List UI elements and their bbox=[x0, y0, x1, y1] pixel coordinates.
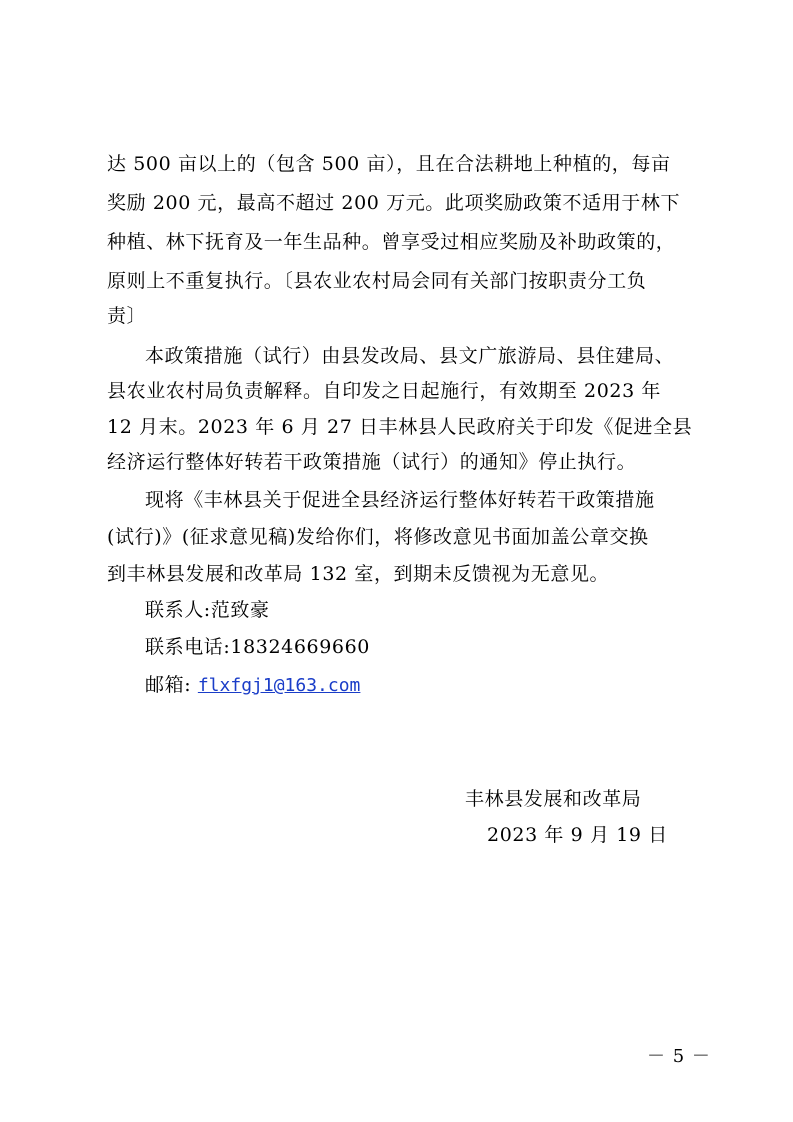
body-line-4: 原则上不重复执行。〔县农业农村局会同有关部门按职责分工负 bbox=[107, 270, 647, 292]
body-line-5: 责〕 bbox=[107, 305, 147, 327]
contact-person: 联系人:范致豪 bbox=[145, 599, 270, 621]
body-line-12: 到丰林县发展和改革局 132 室，到期未反馈视为无意见。 bbox=[107, 563, 610, 585]
email-label: 邮箱: bbox=[145, 674, 198, 696]
contact-email bbox=[145, 673, 360, 698]
issuer-name: 丰林县发展和改革局 bbox=[465, 788, 642, 810]
body-line-11: (试行)》(征求意见稿)发给你们，将修改意见书面加盖公章交换 bbox=[107, 526, 649, 548]
body-line-9: 经济运行整体好转若干政策措施（试行）的通知》停止执行。 bbox=[107, 451, 637, 473]
issue-date: 2023 年 9 月 19 日 bbox=[487, 824, 668, 846]
body-line-1: 达 500 亩以上的（包含 500 亩），且在合法耕地上种植的，每亩 bbox=[107, 153, 671, 175]
page-number: － 5 － bbox=[647, 1046, 711, 1067]
email-link[interactable]: flxfgj1@163.com bbox=[197, 675, 361, 696]
contact-phone: 联系电话:18324669660 bbox=[145, 636, 370, 658]
body-line-8: 12 月末。2023 年 6 月 27 日丰林县人民政府关于印发《促进全县 bbox=[107, 416, 693, 438]
body-line-7: 县农业农村局负责解释。自印发之日起施行，有效期至 2023 年 bbox=[107, 380, 662, 402]
body-line-10: 现将《丰林县关于促进全县经济运行整体好转若干政策措施 bbox=[145, 489, 655, 511]
body-line-2: 奖励 200 元，最高不超过 200 万元。此项奖励政策不适用于林下 bbox=[107, 192, 681, 214]
body-line-6: 本政策措施（试行）由县发改局、县文广旅游局、县住建局、 bbox=[145, 345, 675, 367]
body-line-3: 种植、林下抚育及一年生品种。曾享受过相应奖励及补助政策的， bbox=[107, 231, 676, 253]
